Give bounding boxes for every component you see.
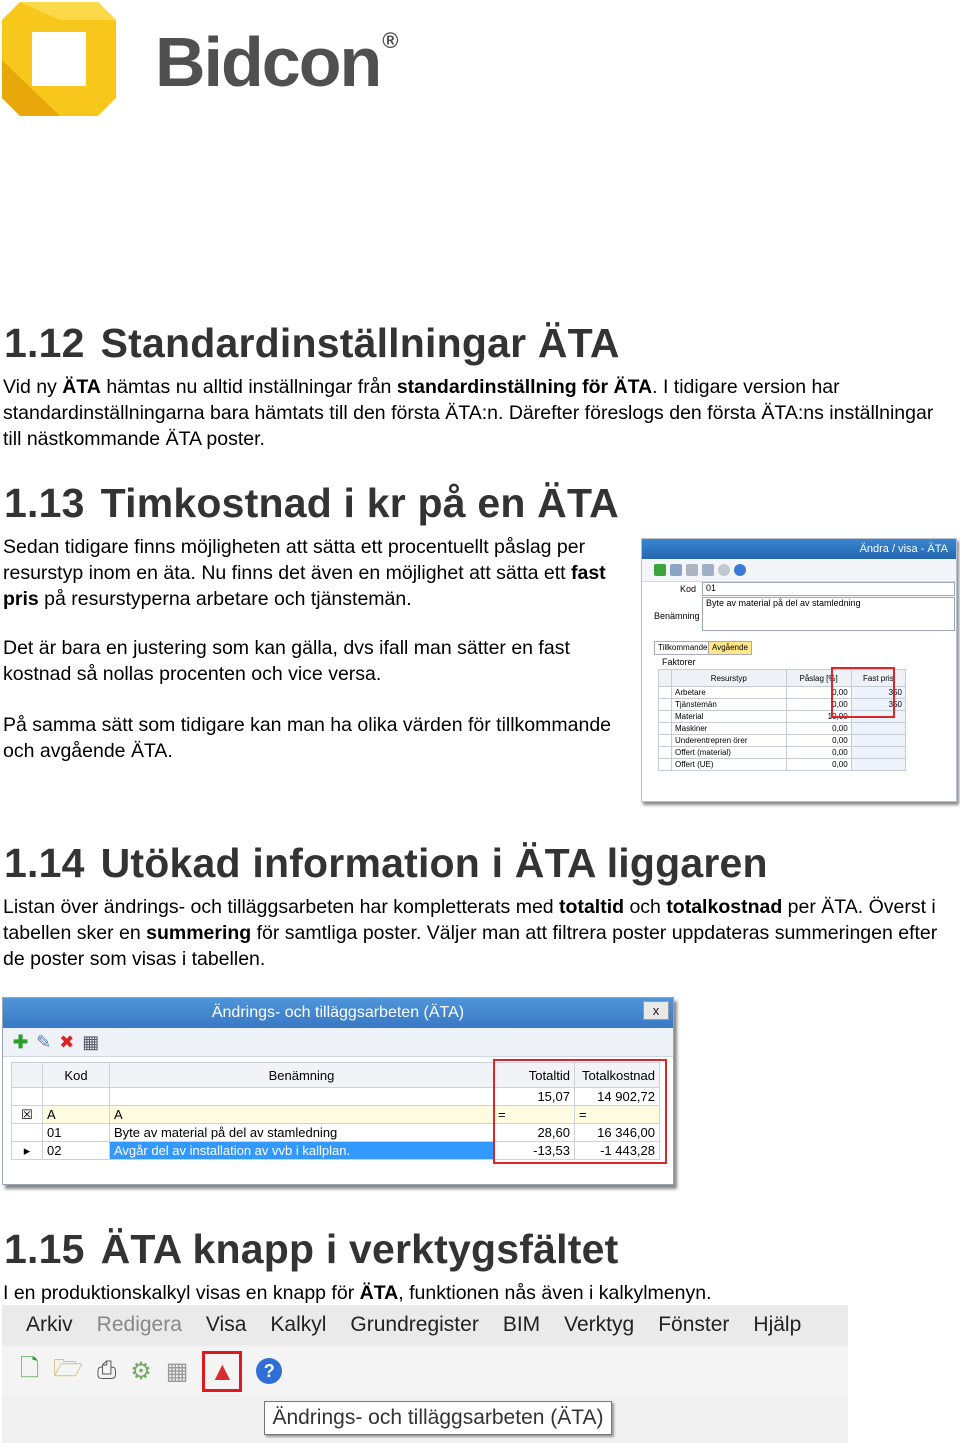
text-run: I en produktionskalkyl visas en knapp för (3, 1282, 360, 1304)
heading-1-15: 1.15 ÄTA knapp i verktygsfältet (4, 1226, 619, 1272)
menu-item-bim[interactable]: BIM (502, 1313, 541, 1336)
filter-totalkostnad[interactable]: = (575, 1106, 660, 1124)
table-row[interactable]: 01 Byte av material på del av stamledning 28,60 16 346,00 (12, 1124, 660, 1142)
paslag-cell: 0,00 (786, 687, 851, 699)
col-totalkostnad: Totalkostnad (575, 1063, 660, 1088)
undo-icon[interactable] (702, 564, 714, 576)
sum-totaltid: 15,07 (494, 1088, 575, 1106)
bold-text: ÄTA (359, 1282, 399, 1304)
bold-text: totalkostnad (666, 896, 783, 918)
toolbar (3, 1028, 673, 1057)
ata-list-screenshot (2, 997, 674, 1185)
new-file-icon[interactable]: 🗋 (20, 1354, 40, 1382)
main-toolbar (2, 1347, 848, 1395)
menu-item-hjälp[interactable]: Hjälp (753, 1313, 802, 1336)
tab-avgaende[interactable]: Avgående (708, 641, 752, 655)
paslag-cell: 10,00 (786, 711, 851, 723)
benamning-label: Benämning (654, 611, 700, 621)
toolbar (642, 559, 956, 582)
highlight-totals (493, 1059, 667, 1164)
filter-kod[interactable]: A (43, 1106, 110, 1124)
toolbar-screenshot (2, 1305, 848, 1443)
text-run: . I tidigare version har standardinställningarna bara hämtats till den första ÄTA:n. Därefter föreslogs den första ÄTA:ns inställningar till nästkommande ÄTA poster. (3, 376, 934, 450)
sum-totalkostnad: 14 902,72 (575, 1088, 660, 1106)
menu-item-arkiv[interactable]: Arkiv (26, 1313, 73, 1336)
col-paslag: Påslag [%] (786, 670, 851, 687)
paslag-cell: 0,00 (786, 759, 851, 771)
add-icon[interactable]: ✚ (13, 1031, 29, 1052)
col-totaltid: Totaltid (494, 1063, 575, 1088)
fast-pris-cell: 350 (851, 687, 905, 699)
bold-text: standardinställning för ÄTA (396, 376, 653, 398)
ata-tooltip: Ändrings- och tilläggsarbeten (ÄTA) (264, 1401, 612, 1435)
paragraph-1-12 (3, 374, 953, 452)
table-icon[interactable]: ▦ (165, 1357, 189, 1385)
faktor-row[interactable] (659, 747, 906, 759)
col-kod: Kod (43, 1063, 110, 1088)
text-run: Vid ny (3, 376, 63, 398)
bold-text: totaltid (559, 896, 625, 918)
grid-icon[interactable]: ▦ (82, 1031, 100, 1052)
menu-item-visa[interactable]: Visa (205, 1313, 247, 1336)
close-button[interactable]: x (643, 1001, 669, 1020)
bold-text: summering (146, 922, 252, 944)
text-run: för samtliga poster. Väljer man att filtrera poster uppdateras summeringen efter de poster som visas i tabellen. (3, 922, 938, 970)
fast-pris-cell: 350 (851, 699, 905, 711)
text-run: och (624, 896, 667, 918)
open-folder-icon[interactable]: 🗁 (53, 1354, 84, 1382)
heading-1-13: 1.13 Timkostnad i kr på en ÄTA (4, 480, 619, 526)
resurstyp-cell: Underentrepren örer (672, 735, 787, 747)
andra-visa-ata-screenshot (641, 538, 957, 802)
menu-item-fönster[interactable]: Fönster (658, 1313, 730, 1336)
resurstyp-cell: Offert (material) (672, 747, 787, 759)
text-run: per ÄTA. Överst i tabellen sker en (3, 896, 936, 944)
fast-pris-cell (851, 735, 905, 747)
paslag-cell: 0,00 (786, 735, 851, 747)
forward-icon[interactable] (734, 564, 746, 576)
add-icon[interactable] (654, 564, 666, 576)
paragraph-1-14 (3, 894, 953, 972)
col-benamning: Benämning (110, 1063, 494, 1088)
back-icon[interactable] (718, 564, 730, 576)
print-icon[interactable]: ⎙ (97, 1357, 117, 1384)
text-run: hämtas nu alltid inställningar från (100, 376, 397, 398)
resurstyp-cell: Material (672, 711, 787, 723)
resurstyp-cell: Arbetare (672, 687, 787, 699)
paslag-cell: 0,00 (786, 723, 851, 735)
paragraph-1-13-c: På samma sätt som tidigare kan man ha olika värden för tillkommande och avgående ÄTA. (3, 714, 612, 762)
delete-icon[interactable]: ✖ (59, 1031, 75, 1052)
kod-field[interactable]: 01 (702, 582, 955, 596)
help-icon[interactable]: ? (256, 1358, 282, 1384)
paragraph-1-13-b: Det är bara en justering som kan gälla, dvs ifall man sätter en fast kostnad så nollas procenten och vice versa. (3, 637, 570, 685)
menu-item-kalkyl[interactable]: Kalkyl (270, 1313, 327, 1336)
window-title: Ändra / visa - ÄTA (642, 539, 956, 559)
resurstyp-cell: Maskiner (672, 723, 787, 735)
menu-item-grundregister[interactable]: Grundregister (350, 1313, 479, 1336)
menu-item-verktyg[interactable]: Verktyg (564, 1313, 635, 1336)
table-row-selected[interactable]: ▸ 02 Avgår del av installation av vvb i kallplan. -13,53 -1 443,28 (12, 1142, 660, 1160)
fast-pris-cell (851, 747, 905, 759)
resurstyp-cell: Offert (UE) (672, 759, 787, 771)
window-title: Ändrings- och tilläggsarbeten (ÄTA) x (3, 998, 673, 1028)
bold-text: ÄTA (62, 376, 101, 398)
ata-button[interactable]: ▲ (202, 1351, 242, 1392)
paragraph-1-15 (3, 1280, 953, 1306)
highlight-fast-pris (831, 667, 895, 718)
filter-clear-icon[interactable]: ☒ (12, 1106, 43, 1124)
paslag-cell: 0,00 (786, 747, 851, 759)
logo-wordmark: Bidcon® (155, 23, 397, 101)
menu-item-redigera[interactable]: Redigera (96, 1313, 182, 1336)
filter-totaltid[interactable]: = (494, 1106, 575, 1124)
kod-label: Kod (680, 584, 697, 594)
paslag-cell: 0,00 (786, 699, 851, 711)
row-pointer-icon: ▸ (12, 1142, 43, 1160)
benamning-field[interactable]: Byte av material på del av stamledning (702, 597, 955, 631)
text-run: , funktionen nås även i kalkylmenyn. (398, 1282, 712, 1304)
filter-benamning[interactable]: A (110, 1106, 494, 1124)
edit-icon[interactable]: ✎ (36, 1031, 52, 1052)
menu-bar (2, 1305, 848, 1345)
col-fast-pris: Fast pris (851, 670, 905, 687)
save-icon[interactable] (686, 564, 698, 576)
faktorer-label: Faktorer (662, 657, 696, 667)
faktor-row[interactable] (659, 759, 906, 771)
copy-icon[interactable] (670, 564, 682, 576)
bidcon-logo-icon (0, 0, 118, 118)
faktor-row[interactable] (659, 735, 906, 747)
col-resurstyp: Resurstyp (672, 670, 787, 687)
text-run: Listan över ändrings- och tilläggsarbeten har kompletterats med (3, 896, 560, 918)
faktor-row[interactable] (659, 723, 906, 735)
fast-pris-cell (851, 723, 905, 735)
paragraph-1-13-a: Sedan tidigare finns möjligheten att sätta ett procentuellt påslag per resurstyp inom en äta. Nu finns det även en möjlighet att sätta ett fast pris på resurstyperna arbetare och tjänstemän. (3, 536, 606, 610)
settings-icon[interactable]: ⚙ (130, 1357, 152, 1385)
heading-1-14: 1.14 Utökad information i ÄTA liggaren (4, 840, 768, 886)
tab-tillkommande[interactable]: Tillkommande (654, 641, 712, 655)
fast-pris-cell (851, 759, 905, 771)
heading-1-12: 1.12 Standardinställningar ÄTA (4, 320, 620, 366)
resurstyp-cell: Tjänstemän (672, 699, 787, 711)
